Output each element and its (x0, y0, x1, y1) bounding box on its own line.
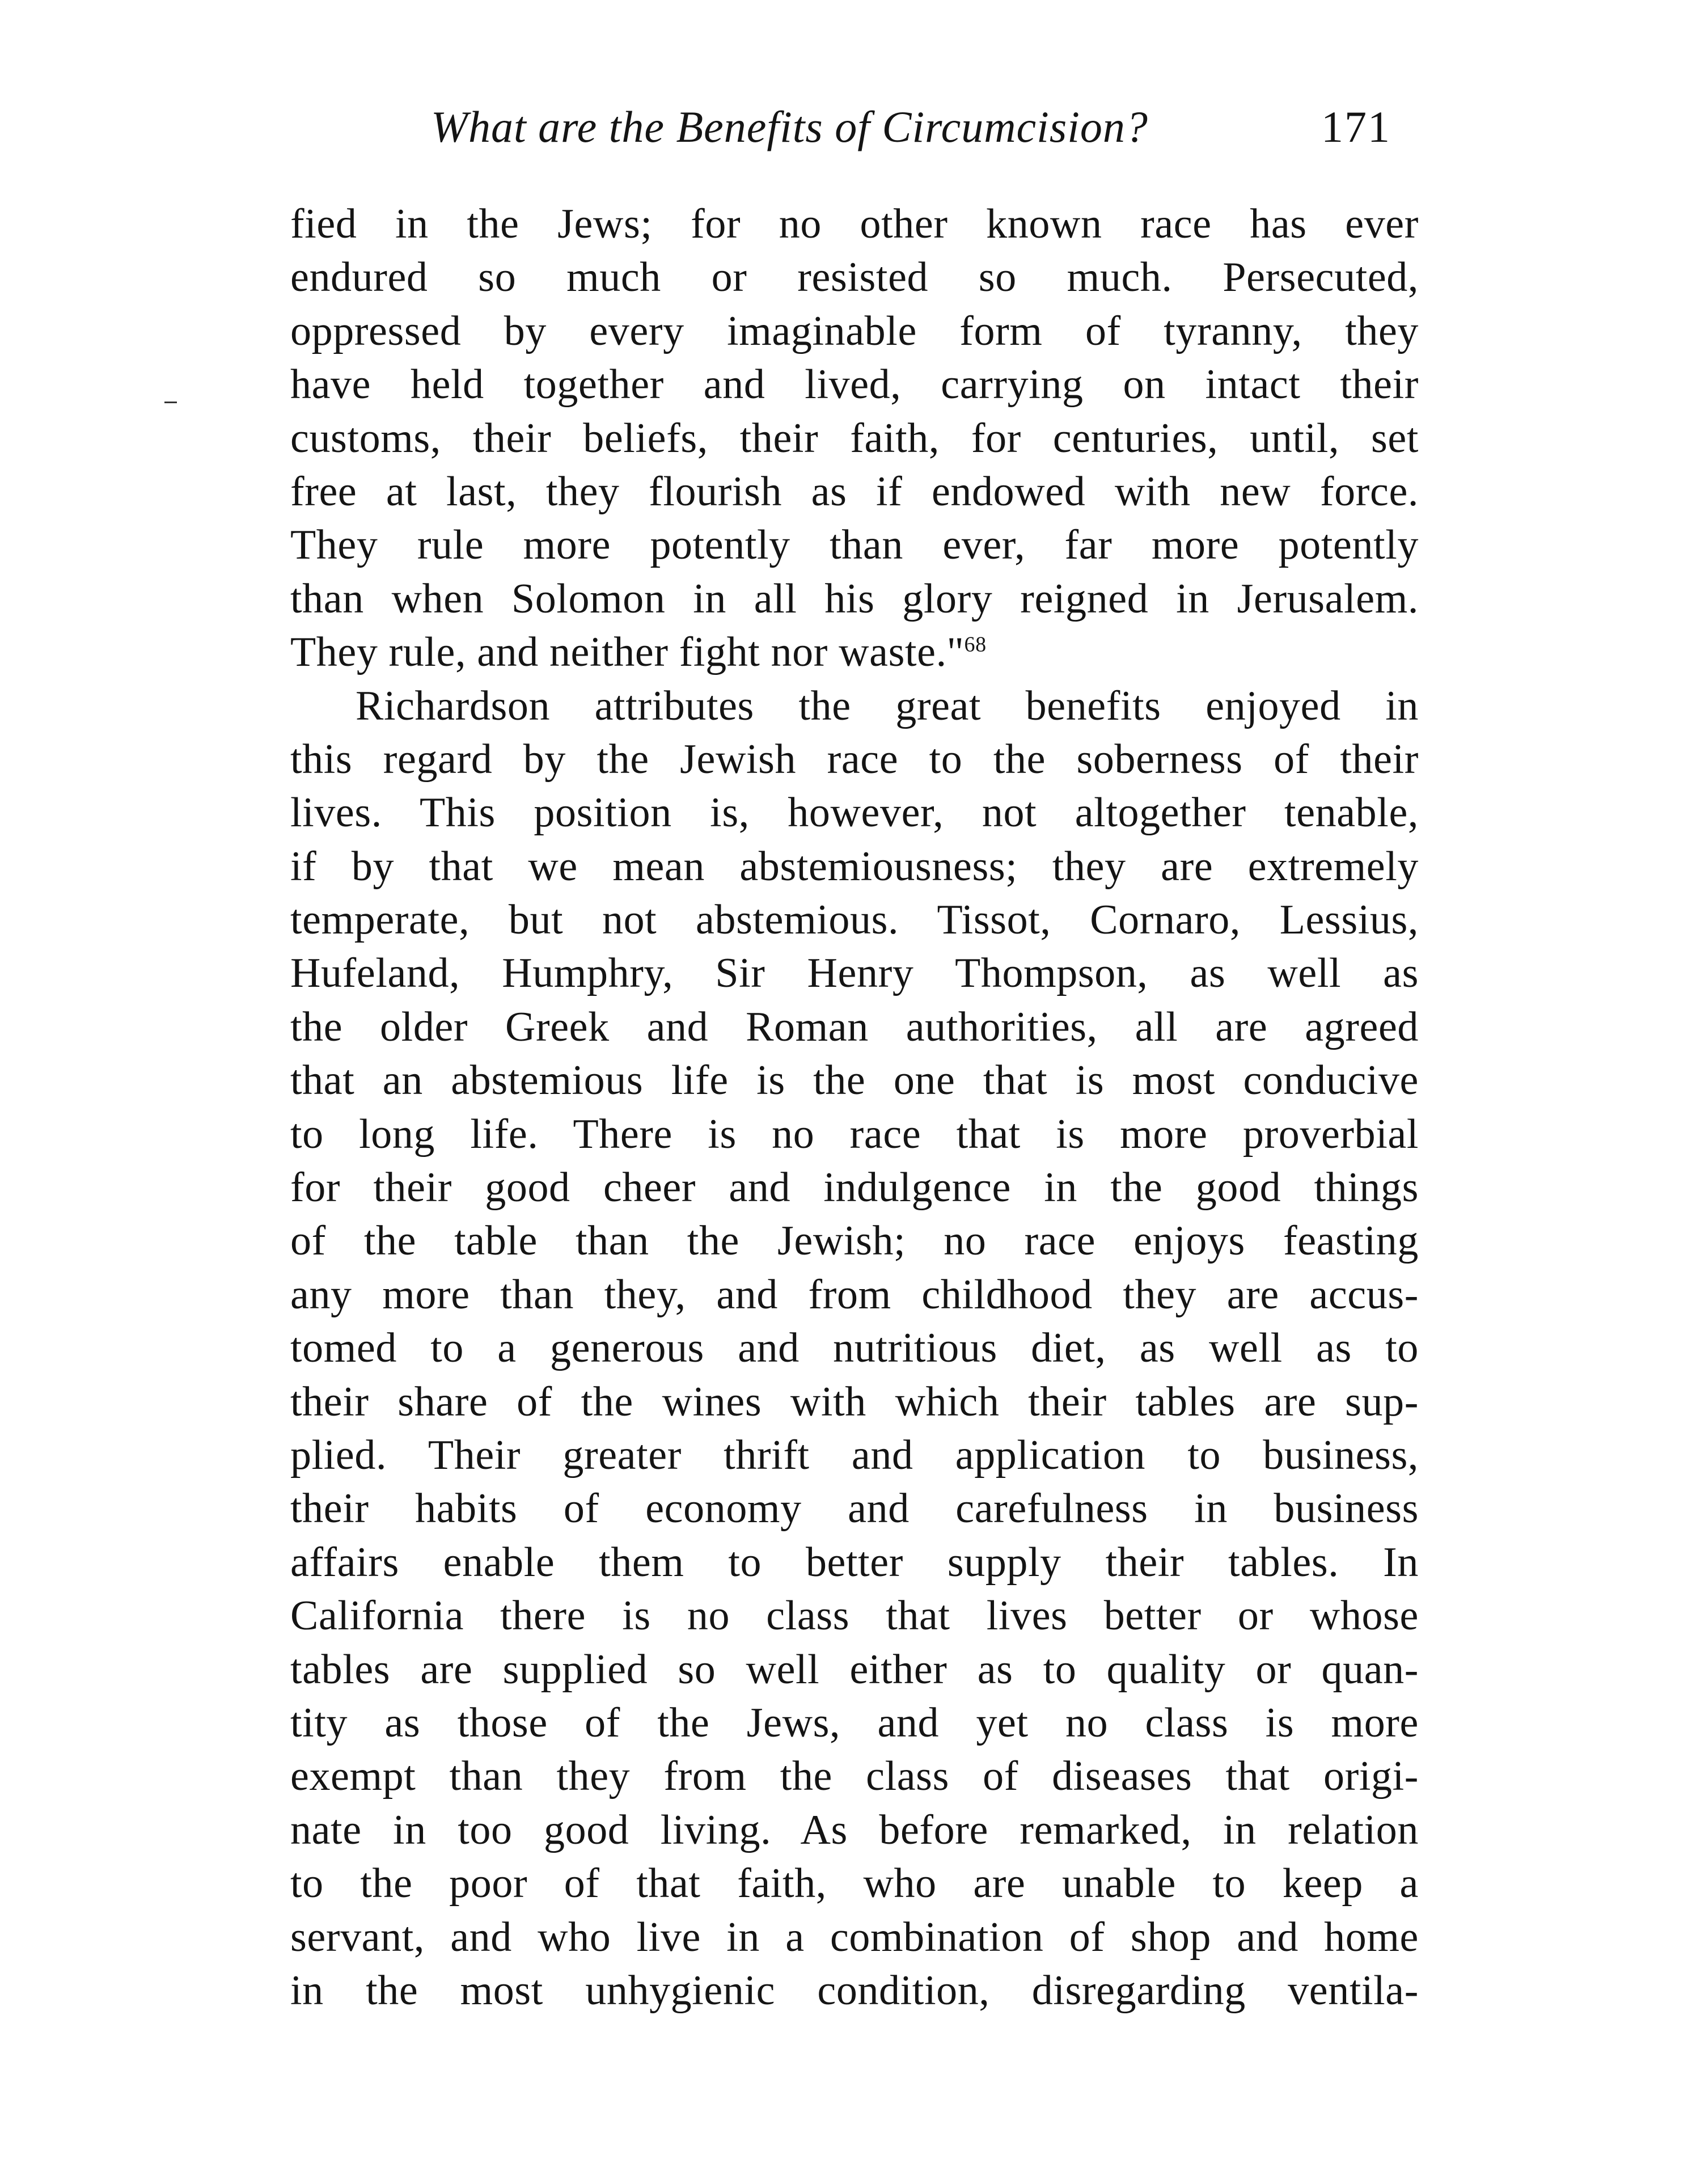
text-line-content: They rule, and neither fight nor waste." (290, 629, 965, 676)
text-line: affairs enable them to better supply their tables. In (290, 1539, 1419, 1586)
text-line: customs, their beliefs, their faith, for centuries, until, set (290, 415, 1419, 462)
text-line: California there is no class that lives better or whose (290, 1592, 1419, 1640)
text-line: fied in the Jews; for no other known race has ever (290, 201, 1419, 247)
text-line: their share of the wines with which their tables are sup- (290, 1378, 1419, 1425)
text-line: servant, and who live in a combination of shop and home (290, 1913, 1419, 1961)
text-line: to the poor of that faith, who are unable to keep a (290, 1860, 1419, 1907)
text-line: tomed to a generous and nutritious diet, as well as to (290, 1325, 1419, 1372)
text-line: temperate, but not abstemious. Tissot, Cornaro, Lessius, (290, 897, 1419, 944)
text-line: that an abstemious life is the one that is most conducive (290, 1057, 1419, 1104)
text-line: tables are supplied so well either as to quality or quan- (290, 1646, 1419, 1693)
text-line: They rule more potently than ever, far more potently (290, 522, 1419, 569)
text-line: free at last, they flourish as if endowed with new force. (290, 468, 1419, 515)
text-line: nate in too good living. As before remarked, in relation (290, 1806, 1419, 1853)
text-line: of the table than the Jewish; no race enjoys feasting (290, 1218, 1419, 1265)
text-line: for their good cheer and indulgence in the good things (290, 1164, 1419, 1211)
text-line: any more than they, and from childhood they are accus- (290, 1271, 1419, 1318)
body-text (290, 197, 1419, 2017)
text-line: tity as those of the Jews, and yet no class is more (290, 1699, 1419, 1746)
running-header-title: What are the Benefits of Circumcision? (431, 102, 1148, 151)
text-line: Hufeland, Humphry, Sir Henry Thompson, as well as (290, 950, 1419, 997)
text-line: to long life. There is no race that is more proverbial (290, 1110, 1419, 1158)
footnote-reference: 68 (964, 632, 987, 657)
page-number: 171 (1321, 102, 1391, 151)
paragraph-2 (290, 679, 1419, 2018)
margin-mark (164, 402, 177, 403)
text-line: plied. Their greater thrift and application to business, (290, 1431, 1419, 1478)
text-line: have held together and lived, carrying on intact their (290, 361, 1419, 408)
text-line-last (290, 626, 1419, 679)
text-line: the older Greek and Roman authorities, all are agreed (290, 1003, 1419, 1050)
text-line: in the most unhygienic condition, disregarding ventila- (290, 1967, 1419, 2014)
text-line: endured so much or resisted so much. Persecuted, (290, 254, 1419, 301)
paragraph-1 (290, 197, 1419, 679)
text-line: Richardson attributes the great benefits enjoyed in (356, 682, 1419, 729)
text-line: their habits of economy and carefulness in business (290, 1485, 1419, 1532)
text-line: if by that we mean abstemiousness; they are extremely (290, 843, 1419, 890)
text-line: oppressed by every imaginable form of tyranny, they (290, 307, 1419, 354)
text-line: than when Solomon in all his glory reigned in Jerusalem. (290, 575, 1419, 622)
text-line: lives. This position is, however, not altogether tenable, (290, 789, 1419, 837)
text-line: this regard by the Jewish race to the soberness of their (290, 736, 1419, 783)
text-line: exempt than they from the class of diseases that origi- (290, 1753, 1419, 1800)
